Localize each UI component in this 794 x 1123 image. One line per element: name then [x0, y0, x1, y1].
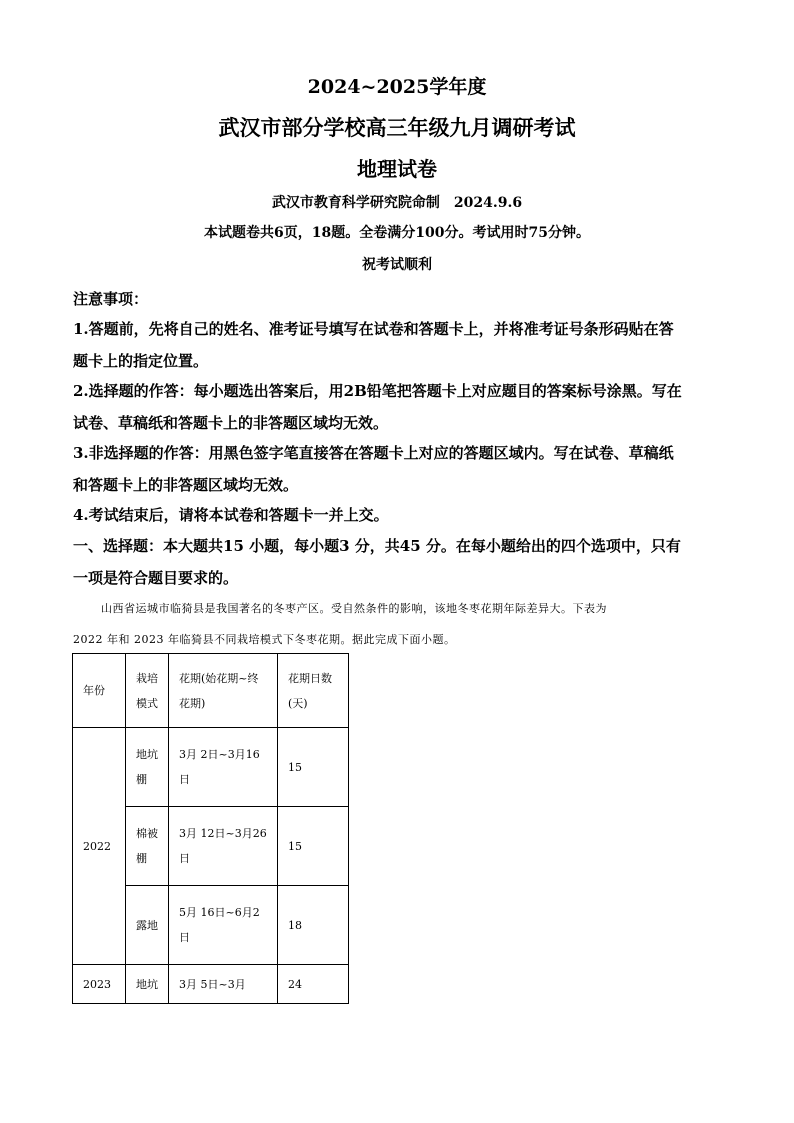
- notes-heading: 注意事项：: [73, 290, 149, 308]
- note-1-line-2: 题卡上的指定位置。: [73, 352, 209, 370]
- note-3-line-2: 和答题卡上的非答题区域均无效。: [73, 476, 299, 494]
- note-3-line-1: 3.非选择题的作答：用黑色签字笔直接答在答题卡上对应的答题区域内。写在试卷、草稿纸: [73, 444, 674, 462]
- exam-info: 本试题卷共6页，18题。全卷满分100分。考试用时75分钟。: [204, 225, 590, 241]
- note-1: [73, 313, 723, 377]
- mode-cell: 棉被棚: [126, 807, 169, 886]
- days-cell: 15: [278, 728, 349, 807]
- period-cell: 5月 16日~6月2日: [169, 886, 278, 965]
- days-cell: 18: [278, 886, 349, 965]
- exam-title: 武汉市部分学校高三年级九月调研考试: [218, 115, 576, 140]
- year-cell-2022: 2022: [73, 728, 126, 965]
- question-intro-line-1: 山西省运城市临猗县是我国著名的冬枣产区。受自然条件的影响，该地冬枣花期年际差异大。下表为: [101, 602, 607, 615]
- flowering-table: [72, 653, 349, 1004]
- period-cell: 3月 5日~3月: [169, 965, 278, 1004]
- section-1-heading: [73, 530, 723, 594]
- subject-title: 地理试卷: [357, 157, 437, 181]
- mode-cell: 地坑棚: [126, 728, 169, 807]
- note-3: [73, 437, 723, 501]
- year-cell-2023: 2023: [73, 965, 126, 1004]
- header-mode: 栽培模式: [126, 654, 169, 728]
- note-4-line-1: 4.考试结束后，请将本试卷和答题卡一并上交。: [73, 506, 389, 524]
- days-cell: 15: [278, 807, 349, 886]
- note-1-line-1: 1.答题前，先将自己的姓名、准考证号填写在试卷和答题卡上，并将准考证号条形码贴在答: [73, 320, 674, 338]
- days-cell: 24: [278, 965, 349, 1004]
- note-4: [73, 499, 723, 531]
- table-header-row: [73, 654, 349, 728]
- period-cell: 3月 12日~3月26日: [169, 807, 278, 886]
- table-row: [73, 965, 349, 1004]
- question-intro-line-2: 2022 年和 2023 年临猗县不同栽培模式下冬枣花期。据此完成下面小题。: [73, 633, 456, 646]
- section-1-line-2: 一项是符合题目要求的。: [73, 569, 239, 587]
- mode-cell: 地坑: [126, 965, 169, 1004]
- section-1-line-1: 一、选择题：本大题共15 小题，每小题3 分，共45 分。在每小题给出的四个选项中，只有: [73, 537, 681, 555]
- note-2-line-2: 试卷、草稿纸和答题卡上的非答题区域均无效。: [73, 414, 389, 432]
- header-period: 花期(始花期~终花期): [169, 654, 278, 728]
- note-2-line-1: 2.选择题的作答：每小题选出答案后，用2B铅笔把答题卡上对应题目的答案标号涂黑。写在: [73, 382, 682, 400]
- note-2: [73, 375, 723, 439]
- good-luck-line: 祝考试顺利: [362, 257, 432, 273]
- issuer-line: 武汉市教育科学研究院命制 2024.9.6: [271, 195, 523, 211]
- mode-cell: 露地: [126, 886, 169, 965]
- header-year: 年份: [73, 654, 126, 728]
- academic-year: 2024~2025学年度: [307, 76, 487, 98]
- period-cell: 3月 2日~3月16日: [169, 728, 278, 807]
- table-row: [73, 728, 349, 807]
- header-days: 花期日数(天): [278, 654, 349, 728]
